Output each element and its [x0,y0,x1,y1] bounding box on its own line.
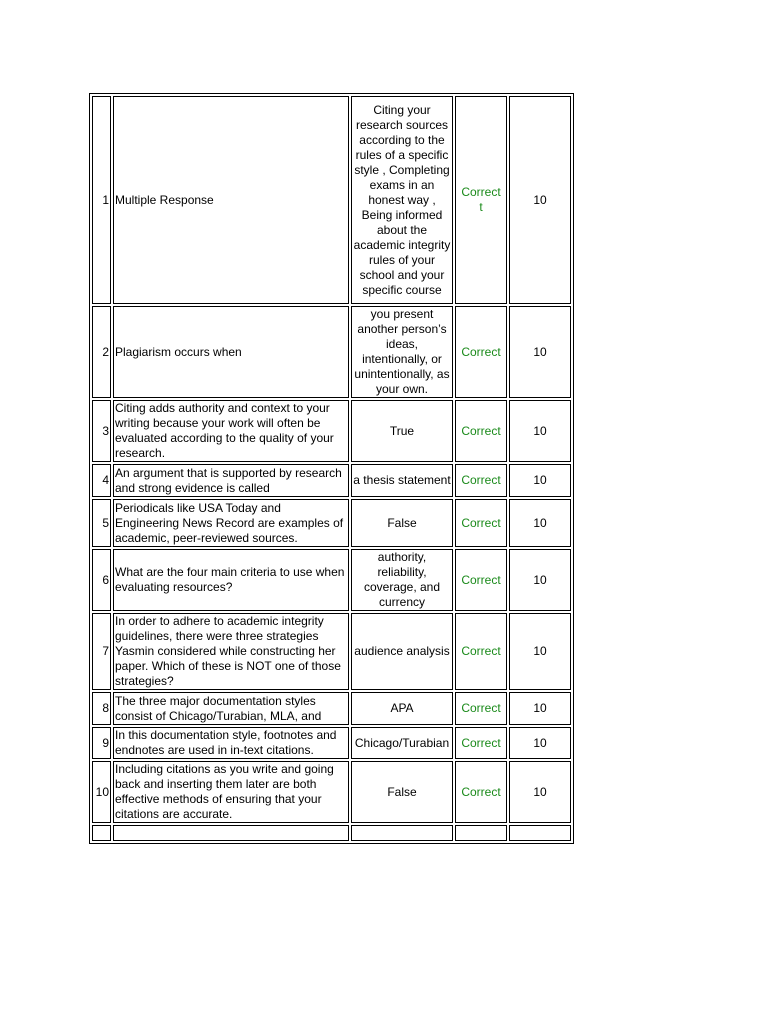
points-value: 10 [509,499,571,547]
question-text: Citing adds authority and context to your writing because your work will often be evaluated according to the quality of your research. [113,400,349,462]
empty-cell [509,825,571,841]
question-text: What are the four main criteria to use when evaluating resources? [113,549,349,611]
question-number: 7 [92,613,111,690]
question-text: In order to adhere to academic integrity guidelines, there were three strategies Yasmin considered while constructing her paper. Which of these is NOT one of those strategies? [113,613,349,690]
table-row [92,727,571,759]
points-value: 10 [509,727,571,759]
points-value: 10 [509,96,571,304]
result-status: Correct [455,499,507,547]
question-text: Periodicals like USA Today and Engineering News Record are examples of academic, peer-reviewed sources. [113,499,349,547]
question-number: 9 [92,727,111,759]
result-status: Correct [455,464,507,497]
question-text: In this documentation style, footnotes and endnotes are used in in-text citations. [113,727,349,759]
selected-answer: False [351,499,453,547]
table-row [92,549,571,611]
points-value: 10 [509,692,571,725]
empty-cell [455,825,507,841]
question-text: The three major documentation styles consist of Chicago/Turabian, MLA, and [113,692,349,725]
selected-answer: False [351,761,453,823]
empty-cell [351,825,453,841]
selected-answer: APA [351,692,453,725]
question-text: Multiple Response [113,96,349,304]
result-status: Correct [455,549,507,611]
question-number: 5 [92,499,111,547]
quiz-results-table [89,93,574,844]
points-value: 10 [509,306,571,398]
points-value: 10 [509,400,571,462]
table-row [92,692,571,725]
question-number: 2 [92,306,111,398]
question-number: 1 [92,96,111,304]
question-number: 3 [92,400,111,462]
result-status: Correct [455,727,507,759]
result-status: Correct t [455,96,507,304]
question-number: 10 [92,761,111,823]
result-status: Correct [455,692,507,725]
table-row [92,499,571,547]
table-row-empty [92,825,571,841]
empty-cell [92,825,111,841]
points-value: 10 [509,464,571,497]
selected-answer: you present another person’s ideas, intentionally, or unintentionally, as your own. [351,306,453,398]
table-row [92,400,571,462]
points-value: 10 [509,549,571,611]
empty-cell [113,825,349,841]
question-text: Including citations as you write and going back and inserting them later are both effective methods of ensuring that your citations are accurate. [113,761,349,823]
table-row [92,96,571,304]
points-value: 10 [509,761,571,823]
result-status: Correct [455,400,507,462]
selected-answer: True [351,400,453,462]
selected-answer: Chicago/Turabian [351,727,453,759]
result-status: Correct [455,761,507,823]
question-text: An argument that is supported by research and strong evidence is called [113,464,349,497]
table-row [92,613,571,690]
result-status: Correct [455,613,507,690]
result-status: Correct [455,306,507,398]
table-row [92,464,571,497]
table-row [92,761,571,823]
question-number: 4 [92,464,111,497]
question-number: 8 [92,692,111,725]
question-text: Plagiarism occurs when [113,306,349,398]
selected-answer: a thesis statement [351,464,453,497]
selected-answer: audience analysis [351,613,453,690]
selected-answer: authority, reliability, coverage, and currency [351,549,453,611]
question-number: 6 [92,549,111,611]
table-row [92,306,571,398]
selected-answer: Citing your research sources according to the rules of a specific style , Completing exams in an honest way , Being informed about the academic integrity rules of your school and your specific course [351,96,453,304]
points-value: 10 [509,613,571,690]
